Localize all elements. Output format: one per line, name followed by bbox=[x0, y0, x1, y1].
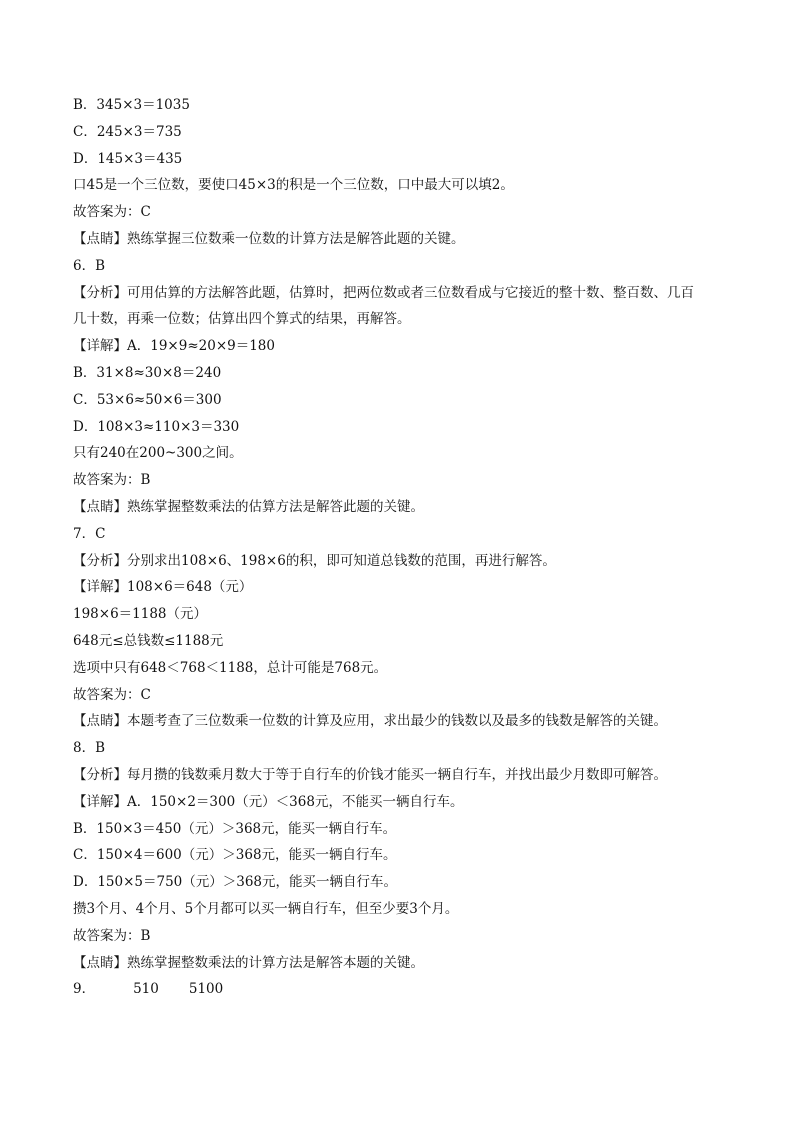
answer-value: 510 bbox=[133, 981, 159, 998]
analysis-line: 【分析】分别求出108×6、198×6的积，即可知道总钱数的范围，再进行解答。 bbox=[73, 552, 556, 569]
text-line: C．150×4＝600（元）＞368元，能买一辆自行车。 bbox=[73, 847, 397, 864]
answer-line: 故答案为：C bbox=[73, 204, 151, 221]
text-line: C．53×6≈50×6＝300 bbox=[73, 391, 222, 408]
text-line: C．245×3＝735 bbox=[73, 123, 182, 140]
detail-line: 【详解】108×6＝648（元） bbox=[73, 579, 253, 596]
answer-line: 故答案为：C bbox=[73, 686, 151, 703]
detail-line: 【详解】A．150×2＝300（元）＜368元，不能买一辆自行车。 bbox=[73, 793, 464, 810]
question-number: 6．B bbox=[73, 257, 106, 274]
text-line: 选项中只有648＜768＜1188，总计可能是768元。 bbox=[73, 659, 388, 676]
text-line: D．150×5＝750（元）＞368元，能买一辆自行车。 bbox=[73, 874, 398, 891]
comment-line: 【点睛】熟练掌握整数乘法的计算方法是解答本题的关键。 bbox=[73, 954, 424, 971]
text-line: 648元≤总钱数≤1188元 bbox=[73, 632, 224, 649]
document-page bbox=[73, 92, 733, 1003]
text-line: D．145×3＝435 bbox=[73, 150, 183, 167]
text-line: 口45是一个三位数，要使口45×3的积是一个三位数，口中最大可以填2。 bbox=[73, 177, 514, 194]
text-line: D．108×3≈110×3＝330 bbox=[73, 418, 240, 435]
question-9-line bbox=[73, 976, 733, 1003]
question-number: 7．C bbox=[73, 525, 106, 542]
answer-value: 5100 bbox=[188, 981, 224, 998]
question-number: 9． bbox=[73, 981, 96, 998]
detail-line: 【详解】A．19×9≈20×9＝180 bbox=[73, 338, 275, 355]
text-line: 198×6＝1188（元） bbox=[73, 606, 208, 623]
text-line: B．31×8≈30×8＝240 bbox=[73, 364, 222, 381]
answer-line: 故答案为：B bbox=[73, 472, 151, 489]
comment-line: 【点睛】本题考查了三位数乘一位数的计算及应用，求出最少的钱数以及最多的钱数是解答的关键。 bbox=[73, 713, 667, 730]
text-line: B．150×3＝450（元）＞368元，能买一辆自行车。 bbox=[73, 820, 397, 837]
text-line: 攒3个月、4个月、5个月都可以买一辆自行车，但至少要3个月。 bbox=[73, 900, 459, 917]
comment-line: 【点睛】熟练掌握整数乘法的估算方法是解答此题的关键。 bbox=[73, 498, 424, 515]
answer-line: 故答案为：B bbox=[73, 927, 151, 944]
text-line: 几十数，再乘一位数；估算出四个算式的结果，再解答。 bbox=[73, 311, 411, 328]
text-line: 只有240在200~300之间。 bbox=[73, 445, 243, 462]
question-number: 8．B bbox=[73, 740, 106, 757]
analysis-line: 【分析】每月攒的钱数乘月数大于等于自行车的价钱才能买一辆自行车，并找出最少月数即可解答。 bbox=[73, 766, 667, 783]
comment-line: 【点睛】熟练掌握三位数乘一位数的计算方法是解答此题的关键。 bbox=[73, 230, 465, 247]
analysis-line: 【分析】可用估算的方法解答此题，估算时，把两位数或者三位数看成与它接近的整十数、整百数、几百 bbox=[73, 284, 694, 301]
text-line: B．345×3＝1035 bbox=[73, 97, 190, 113]
